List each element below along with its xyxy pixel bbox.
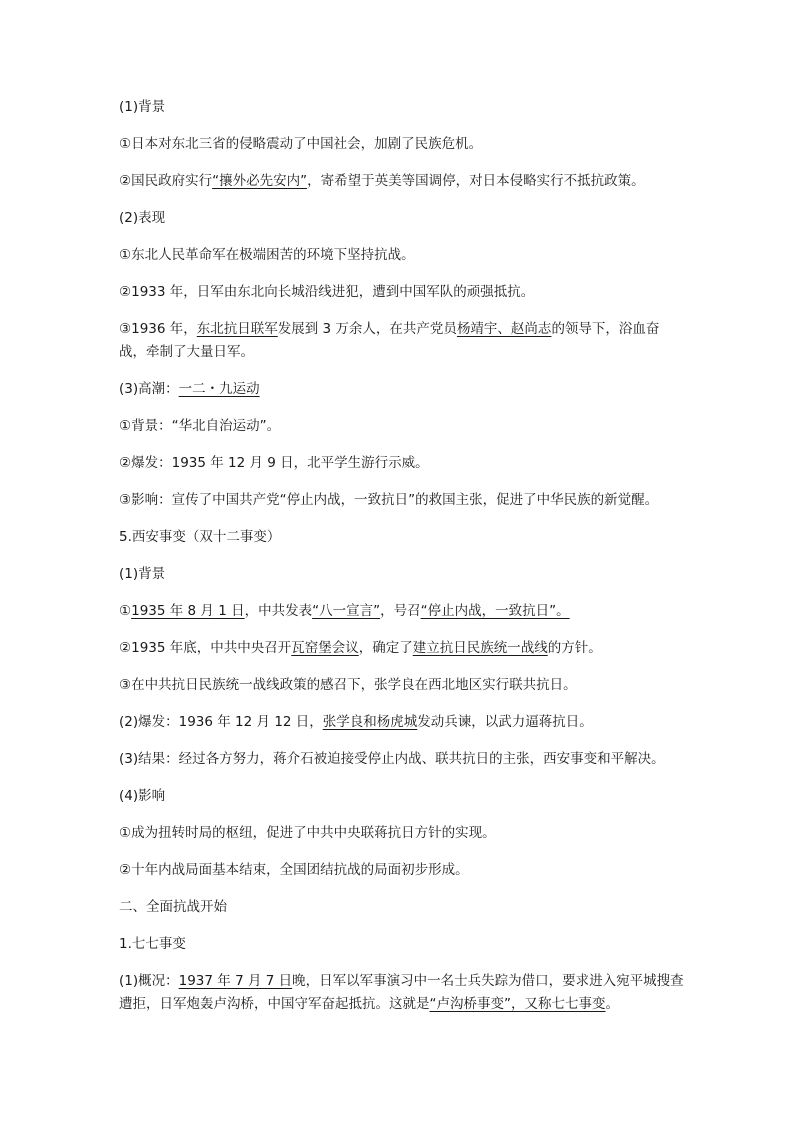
text-segment: ①东北人民革命军在极端困苦的环境下坚持抗战。 [119,247,415,263]
paragraph [119,674,685,697]
document-body [119,96,685,1030]
underlined-text: “攘外必先安内” [212,173,308,189]
underlined-text: 东北抗日联军 [196,321,278,337]
text-segment: ②1933 年，日军由东北向长城沿线进犯，遭到中国军队的顽强抵抗。 [119,284,535,300]
paragraph [119,748,685,771]
text-segment: ③在中共抗日民族统一战线政策的感召下，张学良在西北地区实行联共抗日。 [119,677,577,693]
underlined-text: 瓦窑堡会议 [291,640,359,656]
underlined-text: 建立抗日民族统一战线 [412,640,548,656]
paragraph [119,244,685,267]
text-segment: ③1936 年， [119,321,197,337]
text-segment: (3)结果：经过各方努力，蒋介石被迫接受停止内战、联共抗日的主张，西安事变和平解决。 [119,751,665,767]
paragraph [119,207,685,230]
underlined-text: “卢沟桥事变”，又称七七事变 [429,996,606,1012]
text-segment: ②十年内战局面基本结束，全国团结抗战的局面初步形成。 [119,862,469,878]
underlined-text: 杨靖宇、赵尚志 [456,321,552,337]
paragraph [119,859,685,882]
underlined-text: 1937 年 7 月 7 日 [178,973,293,989]
paragraph [119,637,685,660]
paragraph [119,96,685,119]
text-segment: ①背景：“华北自治运动”。 [119,418,281,434]
text-segment: (2)表现 [119,210,166,226]
text-segment: 的方针。 [547,640,602,656]
paragraph [119,822,685,845]
paragraph [119,452,685,475]
text-segment: ①成为扭转时局的枢纽，促进了中共中央联蒋抗日方针的实现。 [119,825,496,841]
text-segment: 1.七七事变 [119,936,186,952]
paragraph [119,785,685,808]
text-segment: ，号召 [380,603,421,619]
paragraph [119,281,685,304]
text-segment: ①日本对东北三省的侵略震动了中国社会，加剧了民族危机。 [119,136,483,152]
paragraph [119,170,685,193]
underlined-text: 1935 年 8 月 1 日 [131,603,245,619]
paragraph [119,933,685,956]
text-segment: ②国民政府实行 [119,173,213,189]
text-segment: (4)影响 [119,788,166,804]
text-segment: (1)背景 [119,99,166,115]
paragraph [119,600,685,623]
text-segment: ① [119,603,132,619]
text-segment: 发动兵谏，以武力逼蒋抗日。 [417,714,593,730]
underlined-text: “停止内战，一致抗日”。 [420,603,570,619]
text-segment: (1)概况： [119,973,179,989]
text-segment: ，中共发表 [244,603,313,619]
underlined-text: “八一宣言” [312,603,381,619]
text-segment: ②1935 年底，中共中央召开 [119,640,292,656]
text-segment: (3)高潮： [119,381,179,397]
text-segment: 晚，日军以军事演习中一名士兵失踪为借口，要求进入宛平城搜查遭拒，日军炮轰卢沟桥，中国守军奋起抵抗。这就是 [119,973,684,1012]
paragraph [119,563,685,586]
paragraph [119,318,685,364]
text-segment: ，确定了 [358,640,413,656]
paragraph [119,711,685,734]
paragraph [119,526,685,549]
text-segment: 二、全面抗战开始 [119,899,227,915]
text-segment: (1)背景 [119,566,166,582]
paragraph [119,415,685,438]
text-segment: 发展到 3 万余人，在共产党员 [277,321,457,337]
text-segment: 。 [605,996,619,1012]
paragraph [119,378,685,401]
paragraph [119,970,685,1016]
underlined-text: 张学良和杨虎城 [322,714,418,730]
text-segment: 的领导下，浴血奋战，牵制了大量日军。 [119,321,660,360]
text-segment: (2)爆发：1936 年 12 月 12 日， [119,714,323,730]
underlined-text: 一二・九运动 [178,381,260,397]
text-segment: ，寄希望于英美等国调停，对日本侵略实行不抵抗政策。 [307,173,645,189]
text-segment: 5.西安事变（双十二事变） [119,529,281,545]
paragraph [119,896,685,919]
text-segment: ②爆发：1935 年 12 月 9 日，北平学生游行示威。 [119,455,429,471]
paragraph [119,489,685,512]
text-segment: ③影响：宣传了中国共产党“停止内战，一致抗日”的救国主张，促进了中华民族的新觉醒。 [119,492,659,508]
paragraph [119,133,685,156]
